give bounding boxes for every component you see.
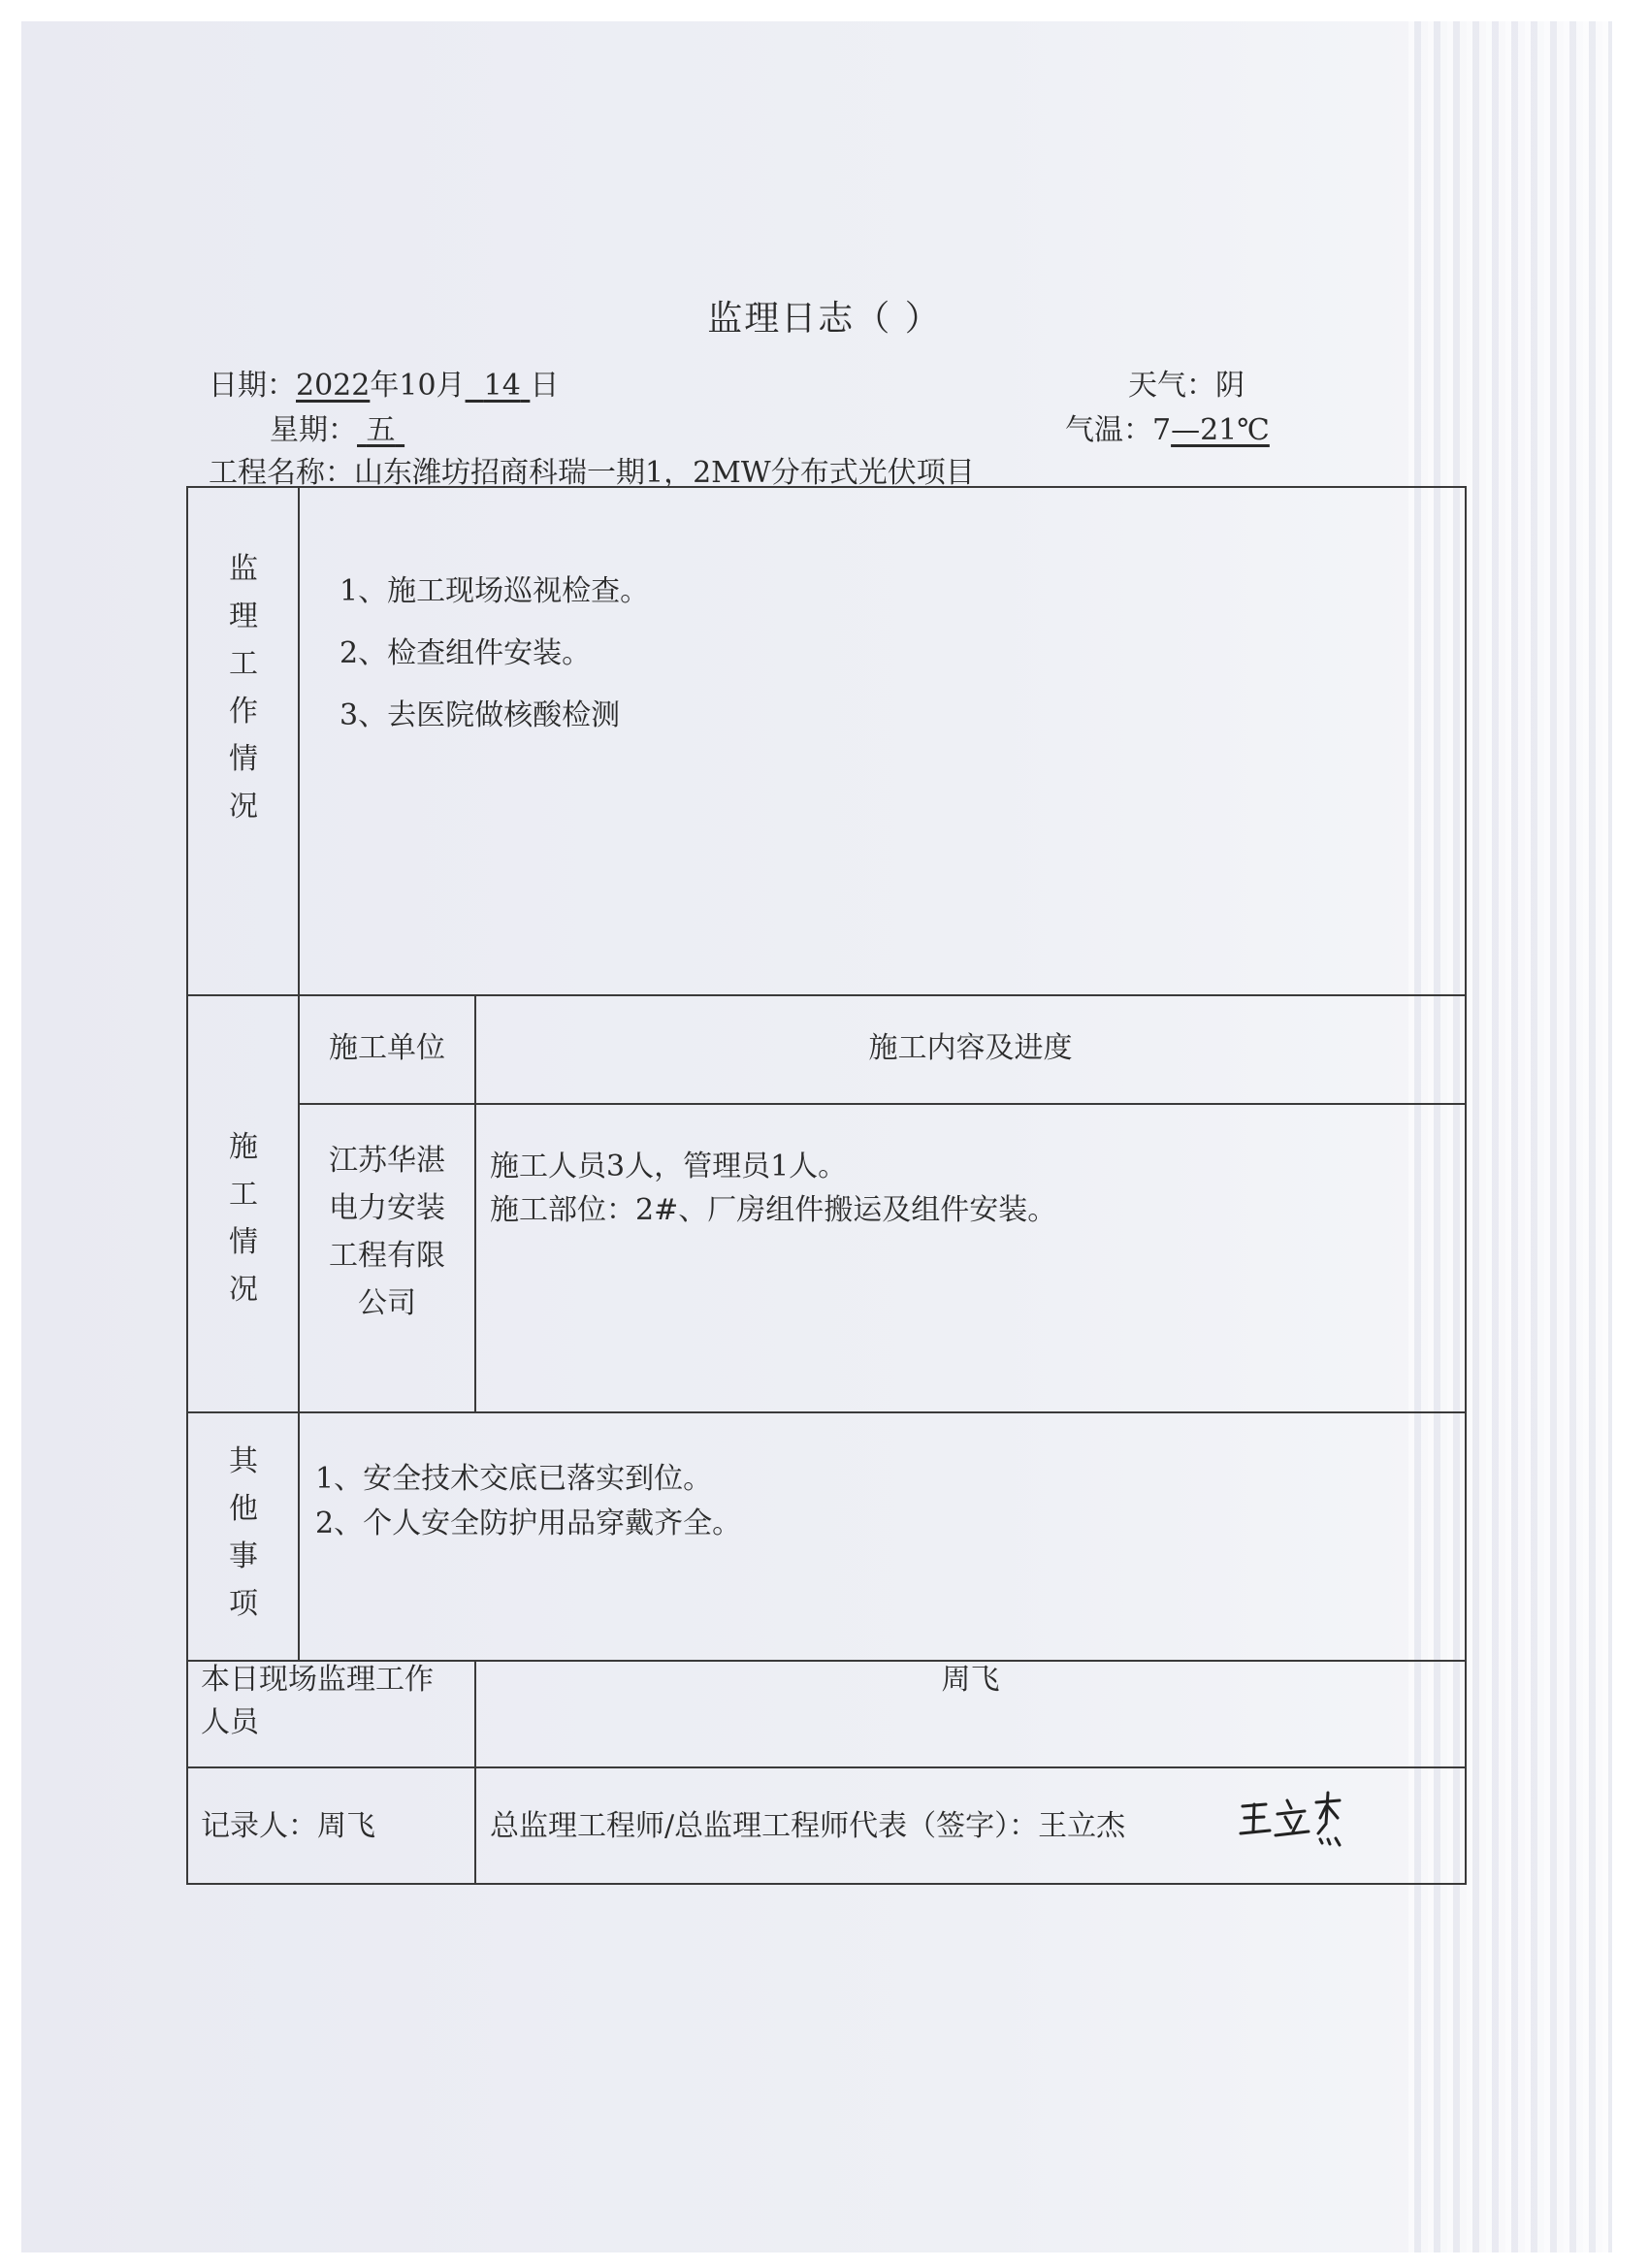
staff-value: 周飞 <box>941 1663 1000 1697</box>
list-item: 施工人员3人，管理员1人。 <box>490 1150 848 1183</box>
col-header-content: 施工内容及进度 <box>868 1031 1073 1065</box>
scan-edge-shading <box>1408 21 1612 2252</box>
list-item: 1、安全技术交底已落实到位。 <box>315 1462 713 1496</box>
date-month: 10 <box>399 369 436 403</box>
recorder: 记录人：周飞 <box>201 1809 375 1843</box>
weekday-field: 星期： 五 <box>270 405 404 448</box>
list-item: 1、施工现场巡视检查。 <box>340 574 650 608</box>
other-items <box>315 1457 741 1546</box>
handwritten-signature <box>1237 1785 1348 1853</box>
weather-value: 阴 <box>1215 369 1245 403</box>
supervision-items <box>340 561 649 747</box>
list-item: 施工部位：2#、厂房组件搬运及组件安装。 <box>490 1193 1057 1227</box>
temperature-field: 气温：7—21℃ <box>1065 413 1270 447</box>
weather-field: 天气：阴 <box>1128 369 1245 403</box>
project-name-field: 工程名称：山东潍坊招商科瑞一期1，2MW分布式光伏项目 <box>209 456 975 490</box>
supervision-section-label: 监 理 工 作 情 况 <box>229 552 258 824</box>
staff-label: 本日现场监理工作 人员 <box>201 1663 434 1739</box>
col-header-unit: 施工单位 <box>329 1031 445 1065</box>
list-item: 2、检查组件安装。 <box>340 636 592 670</box>
document-title: 监理日志（ ） <box>707 299 942 339</box>
list-item: 2、个人安全防护用品穿戴齐全。 <box>315 1507 742 1540</box>
chief-engineer-signature-line: 总监理工程师/总监理工程师代表（签字）：王立杰 <box>490 1809 1126 1843</box>
construction-content <box>490 1145 1056 1232</box>
construction-section-label: 施 工 情 况 <box>229 1130 258 1307</box>
other-section-label: 其 他 事 项 <box>229 1444 258 1621</box>
project-name: 山东潍坊招商科瑞一期1，2MW分布式光伏项目 <box>354 456 975 490</box>
temp-low: 7 <box>1152 413 1172 447</box>
list-item: 3、去医院做核酸检测 <box>340 698 621 732</box>
date-year: 2022 <box>296 369 371 403</box>
date-day: 14 <box>483 369 521 403</box>
weekday-value: 五 <box>366 413 396 447</box>
date-field: 日期：2022年10月 14 日 <box>209 369 560 403</box>
construction-unit: 江苏华湛 电力安装 工程有限 公司 <box>329 1144 445 1320</box>
temp-high: —21℃ <box>1171 413 1270 447</box>
